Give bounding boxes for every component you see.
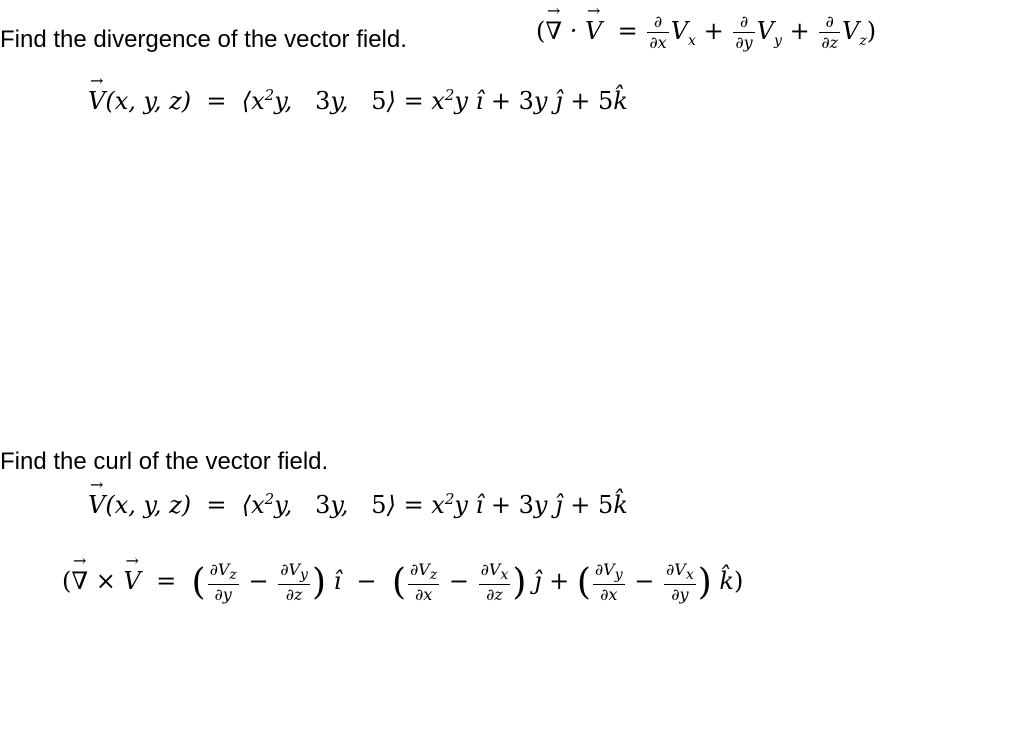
problem2-field: → V(x, y, $z) = ⟨x^2y$, 3y, 5⟩ = $x^2y$ î + 3y ĵ + 5k̂ — [88, 490, 628, 519]
divergence-formula: (→ ∇ · → V = $\frac{\partial}{\partial x}$ $V_x$ + $\frac{\partial}{\partial y}$ $V_y$ + $\frac{\partial}{\partial z}$ $V_z$) — [536, 14, 876, 51]
problem1-prompt: Find the divergence of the vector field. — [0, 26, 407, 53]
curl-formula: (→ ∇ × → V = ( $\frac{\partial V_z}{\partial y}$ − $\frac{\partial V_y}{\partial z}$ ) ı̂ − ( $\frac{\partial V_z}{\partial x}$ − $\frac{\partial V_x}{\partial z}$ ) ȷ̂ + ( $\frac{\partial V_y}{\partial x}$ − $\frac{\partial V_x}{\partial y}$ ) k̂) — [62, 562, 743, 603]
problem2-prompt: Find the curl of the vector field. — [0, 448, 329, 475]
problem1-field: → V(x, y, $z) = ⟨x^2y$, 3y, 5⟩ = $x^2y$ î + 3y ĵ + 5k̂ — [88, 86, 628, 115]
